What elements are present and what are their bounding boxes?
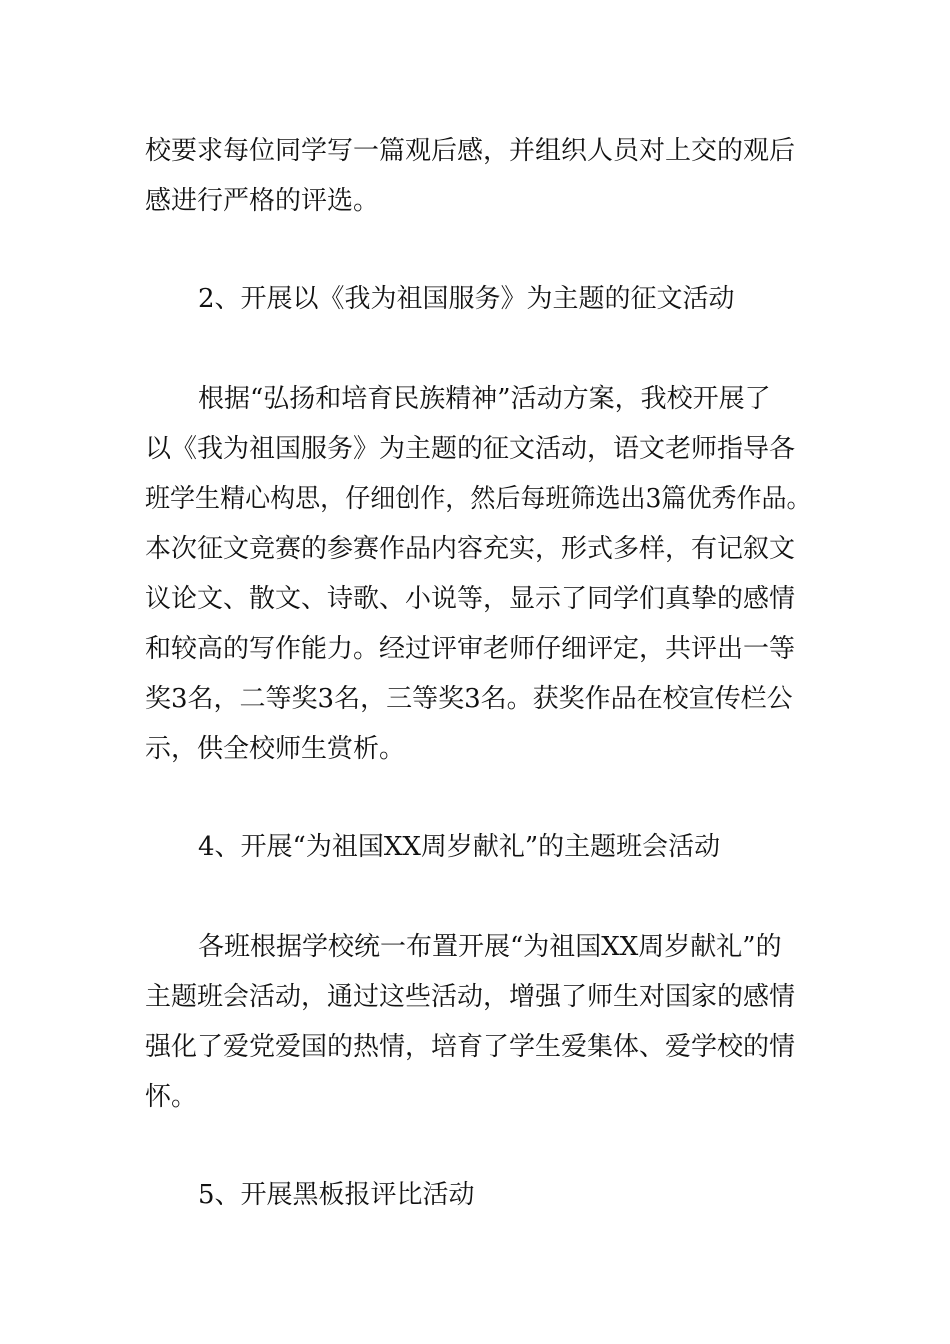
paragraph-line: 校要求每位同学写一篇观后感，并组织人员对上交的观后 bbox=[145, 136, 796, 166]
paragraph-line: 班学生精心构思，仔细创作，然后每班筛选出3篇优秀作品。 bbox=[145, 484, 812, 514]
paragraph-line: 奖3名，二等奖3名，三等奖3名。获奖作品在校宣传栏公 bbox=[145, 684, 793, 714]
section-heading: 4、开展“为祖国XX周岁献礼”的主题班会活动 bbox=[198, 832, 721, 862]
paragraph-line: 各班根据学校统一布置开展“为祖国XX周岁献礼”的 bbox=[198, 932, 782, 962]
paragraph-line: 示，供全校师生赏析。 bbox=[145, 734, 406, 764]
paragraph-line: 本次征文竞赛的参赛作品内容充实，形式多样，有记叙文 bbox=[145, 534, 796, 564]
paragraph-line: 和较高的写作能力。经过评审老师仔细评定，共评出一等 bbox=[145, 634, 796, 664]
paragraph-line: 强化了爱党爱国的热情，培育了学生爱集体、爱学校的情 bbox=[145, 1032, 796, 1062]
section-heading: 2、开展以《我为祖国服务》为主题的征文活动 bbox=[198, 284, 735, 314]
paragraph-line: 议论文、散文、诗歌、小说等，显示了同学们真挚的感情 bbox=[145, 584, 796, 614]
paragraph-line: 怀。 bbox=[145, 1082, 198, 1112]
paragraph-line: 主题班会活动，通过这些活动，增强了师生对国家的感情 bbox=[145, 982, 796, 1012]
paragraph-line: 以《我为祖国服务》为主题的征文活动，语文老师指导各 bbox=[145, 434, 796, 464]
paragraph-line: 感进行严格的评选。 bbox=[145, 186, 380, 216]
section-heading: 5、开展黑板报评比活动 bbox=[198, 1180, 475, 1210]
paragraph-line: 根据“弘扬和培育民族精神”活动方案，我校开展了 bbox=[198, 384, 771, 414]
